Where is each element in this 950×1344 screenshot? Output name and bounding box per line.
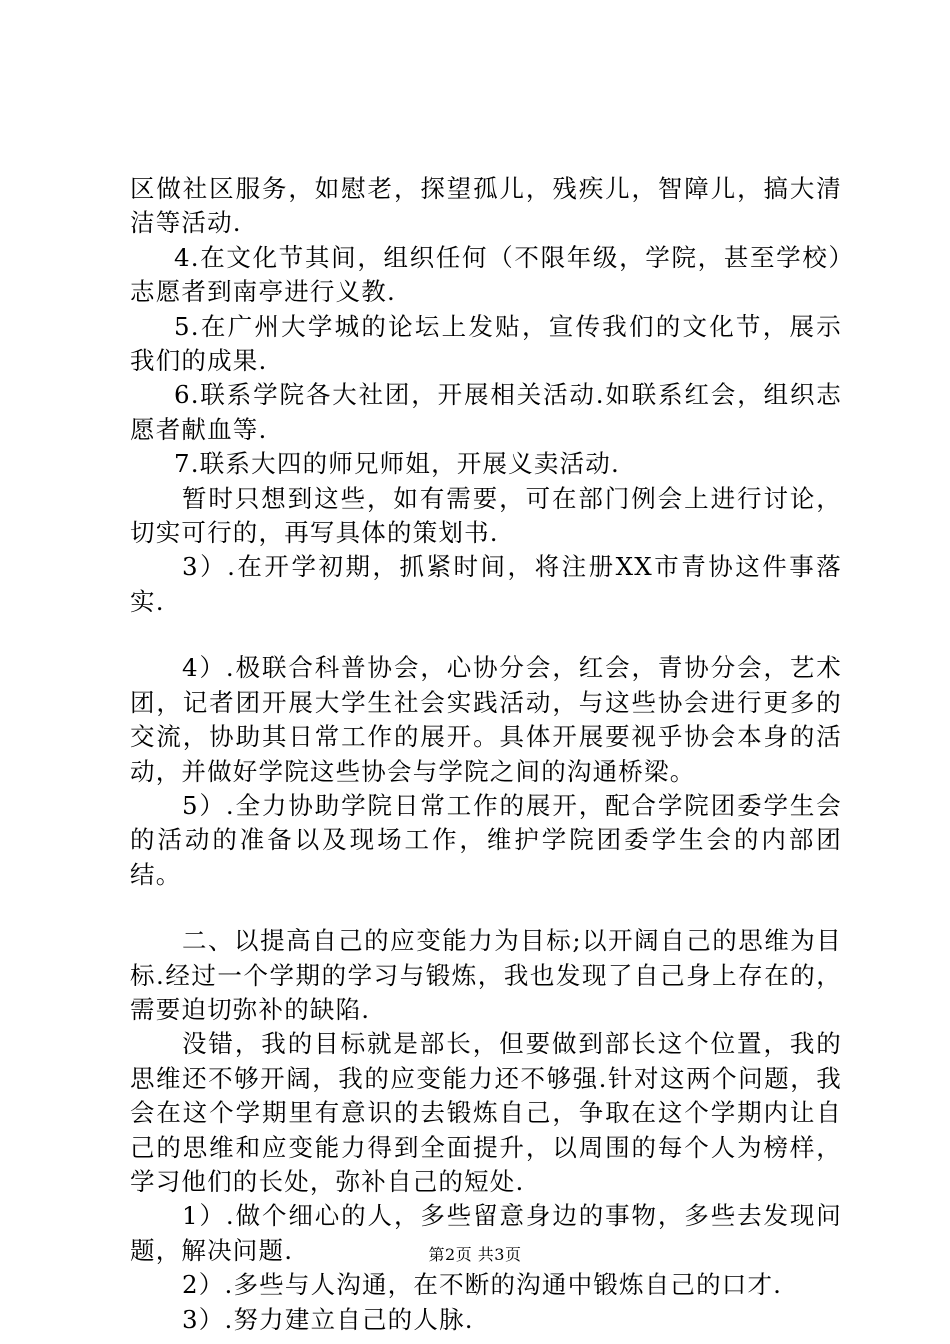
paragraph: 6.联系学院各大社团，开展相关活动.如联系红会，组织志愿者献血等. [130,380,842,444]
paragraph: 5.在广州大学城的论坛上发贴，宣传我们的文化节，展示我们的成果. [130,311,842,376]
paragraph-gap [130,892,842,924]
paragraph-gap [130,619,842,651]
paragraph: 3）.在开学初期，抓紧时间，将注册XX市青协这件事落实. [130,552,842,616]
document-body [130,172,842,1337]
paragraph: 5）.全力协助学院日常工作的展开，配合学院团委学生会的活动的准备以及现场工作，维护学院团委学生会的内部团结。 [130,790,842,889]
paragraph: 没错，我的目标就是部长，但要做到部长这个位置，我的思维还不够开阔，我的应变能力还不够强.针对这两个问题，我会在这个学期里有意识的去锻炼自己，争取在这个学期内让自己的思维和应变能力得到全面提升，以周围的每个人为榜样，学习他们的长处，弥补自己的短处. [130,1029,842,1196]
paragraph: 3）.努力建立自己的人脉. [182,1304,474,1334]
paragraph: 2）.多些与人沟通，在不断的沟通中锻炼自己的口才. [182,1270,783,1300]
paragraph: 暂时只想到这些，如有需要，可在部门例会上进行讨论，切实可行的，再写具体的策划书. [130,483,842,548]
paragraph: 区做社区服务，如慰老，探望孤儿，残疾儿，智障儿，搞大清洁等活动. [130,174,842,238]
page-footer: 第2页 共3页 [428,1245,522,1264]
paragraph: 1）.做个细心的人，多些留意身边的事物，多些去发现问题，解决问题. [130,1201,842,1265]
paragraph: 4）.极联合科普协会，心协分会，红会，青协分会，艺术团，记者团开展大学生社会实践活动，与这些协会进行更多的交流，协助其日常工作的展开。具体开展要视乎协会本身的活动，并做好学院这些协会与学院之间的沟通桥梁。 [130,653,842,786]
paragraph: 二、以提高自己的应变能力为目标;以开阔自己的思维为目标.经过一个学期的学习与锻炼，我也发现了自己身上存在的，需要迫切弥补的缺陷. [130,926,842,1024]
paragraph: 7.联系大四的师兄师姐，开展义卖活动. [174,449,620,479]
paragraph: 4.在文化节其间，组织任何（不限年级，学院，甚至学校）志愿者到南亭进行义教. [130,242,842,307]
